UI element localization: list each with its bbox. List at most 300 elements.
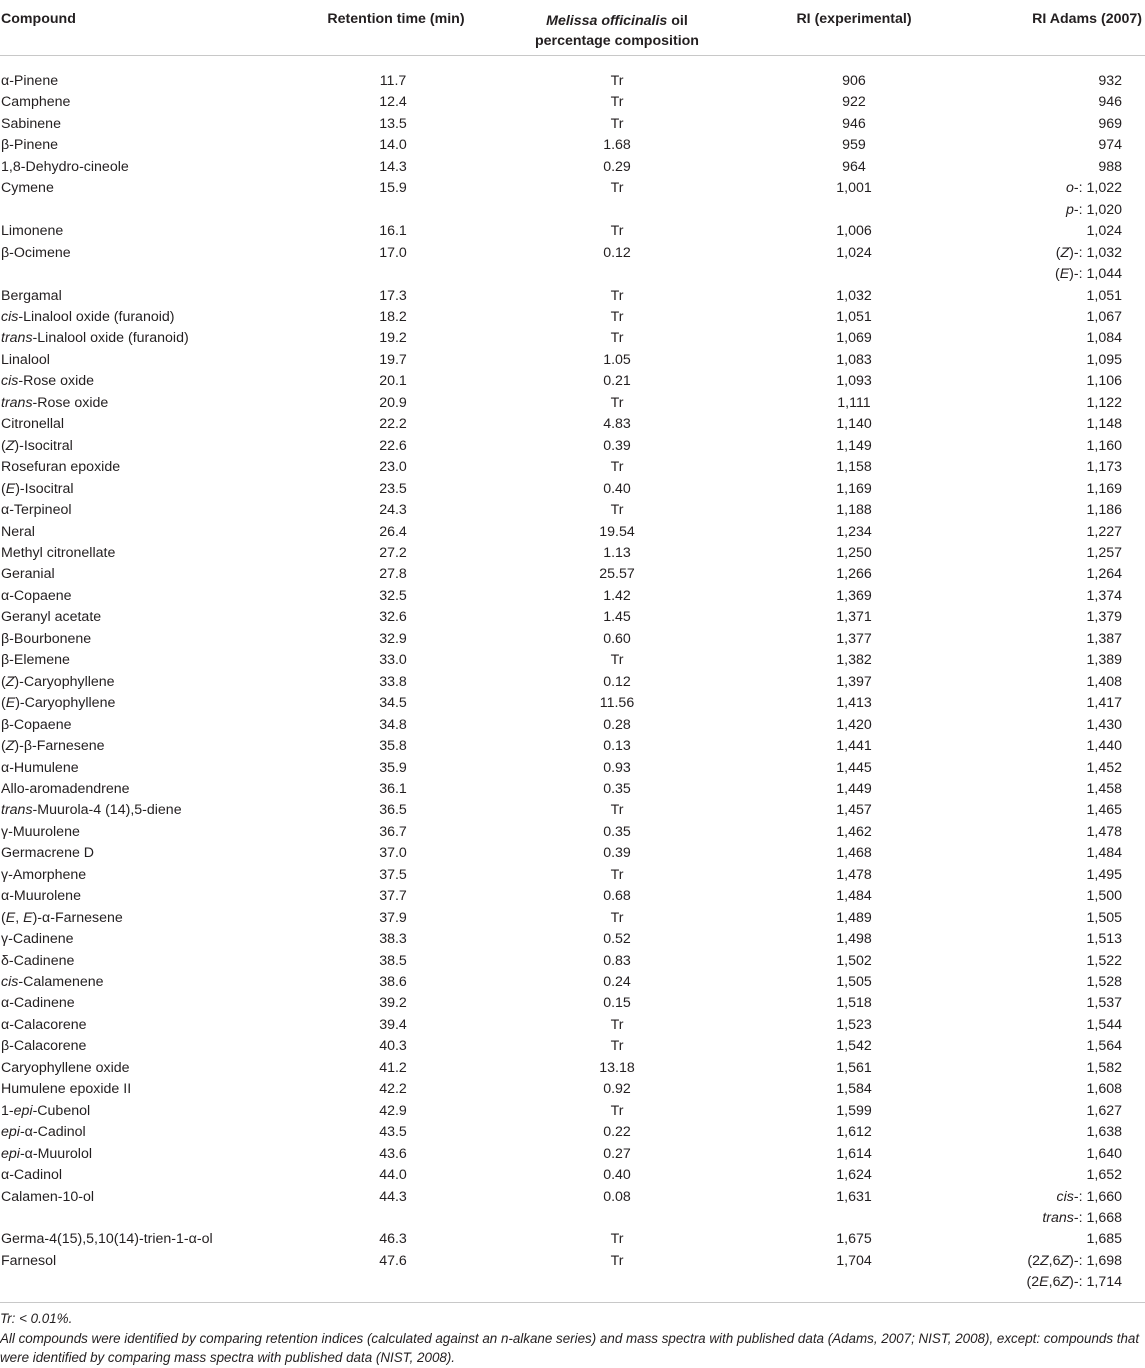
ri-experimental: 1,523: [836, 1016, 872, 1033]
ri-adams: 1,095: [1086, 351, 1122, 368]
ri-experimental: 906: [842, 73, 866, 89]
table-row: [0, 479, 1145, 500]
header-retention-time: Retention time (min): [327, 11, 465, 27]
table-row: [0, 243, 1145, 286]
ri-adams: 1,452: [1086, 759, 1122, 776]
table-row: [0, 1229, 1145, 1250]
ri-experimental: 1,169: [836, 480, 872, 497]
ri-adams: 1,264: [1086, 566, 1122, 583]
ri-experimental: 1,371: [836, 609, 872, 626]
ri-adams: 1,408: [1086, 673, 1122, 690]
retention-time: 47.6: [379, 1252, 407, 1269]
retention-time: 37.5: [379, 866, 407, 883]
compound-name: Sabinene: [1, 115, 61, 132]
ri-experimental: 1,111: [837, 394, 871, 411]
table-row: [0, 779, 1145, 800]
ri-experimental: 922: [842, 94, 866, 111]
table-row: [0, 629, 1145, 650]
compound-name: γ-Cadinene: [1, 931, 74, 948]
table-row: [0, 414, 1145, 435]
compound-name: trans-Rose oxide: [1, 394, 109, 411]
compound-name: cis-Calamenene: [1, 974, 104, 991]
compound-name: Humulene epoxide II: [1, 1081, 132, 1098]
ri-adams: 1,640: [1086, 1145, 1122, 1162]
table-footnotes: [0, 1302, 1145, 1368]
retention-time: 32.6: [379, 609, 407, 626]
ri-adams: 1,051: [1086, 287, 1122, 304]
ri-experimental: 959: [842, 137, 866, 154]
retention-time: 12.4: [379, 94, 407, 111]
compound-name: Limonene: [1, 223, 64, 240]
compound-name: (E, E)-α-Farnesene: [1, 909, 123, 926]
retention-time: 41.2: [379, 1059, 407, 1076]
ri-experimental: 1,614: [836, 1145, 872, 1162]
compound-name: Allo-aromadendrene: [1, 780, 130, 797]
retention-time: 18.2: [379, 308, 407, 325]
ri-adams: 1,387: [1086, 630, 1122, 647]
percentage-composition: Tr: [610, 94, 624, 111]
ri-adams: 1,537: [1086, 995, 1122, 1012]
compound-name: trans-Linalool oxide (furanoid): [1, 330, 189, 347]
percentage-composition: Tr: [610, 330, 624, 347]
percentage-composition: 1.42: [603, 587, 631, 604]
ri-experimental: 1,032: [836, 287, 872, 304]
percentage-composition: Tr: [610, 115, 624, 132]
ri-experimental: 1,498: [836, 931, 872, 948]
ri-adams: 1,169: [1086, 480, 1122, 497]
percentage-composition: Tr: [610, 652, 624, 669]
ri-adams: o-: 1,022 p-: 1,020: [1065, 180, 1122, 218]
percentage-composition: Tr: [610, 1102, 624, 1119]
table-row: [0, 286, 1145, 307]
ri-adams: 1,652: [1086, 1167, 1122, 1184]
ri-adams: 1,528: [1086, 974, 1122, 991]
percentage-composition: 13.18: [599, 1059, 635, 1076]
compound-name: β-Elemene: [1, 652, 70, 669]
table-body: [0, 56, 1145, 1294]
compound-name: β-Bourbonene: [1, 630, 92, 647]
percentage-composition: 25.57: [599, 566, 635, 583]
compound-name: Geranyl acetate: [1, 609, 102, 626]
percentage-composition: 4.83: [603, 416, 631, 433]
compound-name: (Z)-Caryophyllene: [1, 673, 115, 690]
ri-experimental: 1,420: [836, 716, 872, 733]
table-row: [0, 586, 1145, 607]
compound-name: α-Muurolene: [1, 888, 81, 905]
table-row: [0, 1122, 1145, 1143]
table-row: [0, 1058, 1145, 1079]
percentage-composition: Tr: [610, 73, 624, 89]
ri-experimental: 1,377: [836, 630, 872, 647]
retention-time: 15.9: [379, 180, 407, 197]
ri-experimental: 1,250: [836, 544, 872, 561]
ri-adams: 1,122: [1086, 394, 1122, 411]
ri-experimental: 1,457: [836, 802, 872, 819]
compound-name: (Z)-β-Farnesene: [1, 738, 105, 755]
ri-experimental: 1,462: [836, 823, 872, 840]
retention-time: 14.3: [379, 158, 407, 175]
table-row: [0, 951, 1145, 972]
percentage-composition: Tr: [610, 802, 624, 819]
table-row: [0, 157, 1145, 178]
retention-time: 14.0: [379, 137, 407, 154]
percentage-composition: 0.21: [603, 373, 631, 390]
ri-adams: 1,484: [1086, 845, 1122, 862]
ri-experimental: 1,069: [836, 330, 872, 347]
retention-time: 20.9: [379, 394, 407, 411]
compound-name: β-Pinene: [1, 137, 59, 154]
percentage-composition: 0.40: [603, 480, 631, 497]
ri-experimental: 1,397: [836, 673, 872, 690]
percentage-composition: 0.60: [603, 630, 631, 647]
ri-experimental: 1,369: [836, 587, 872, 604]
ri-experimental: 1,006: [836, 223, 872, 240]
compound-name: Cymene: [1, 180, 54, 197]
retention-time: 39.4: [379, 1016, 407, 1033]
ri-adams: 1,227: [1086, 523, 1122, 540]
header-composition-oil: oil: [667, 13, 688, 29]
ri-experimental: 1,584: [836, 1081, 872, 1098]
table-row: [0, 1101, 1145, 1122]
ri-experimental: 1,612: [836, 1124, 872, 1141]
retention-time: 19.7: [379, 351, 407, 368]
table-row: [0, 436, 1145, 457]
percentage-composition: Tr: [610, 223, 624, 240]
percentage-composition: 1.68: [603, 137, 631, 154]
compound-name: Camphene: [1, 94, 71, 111]
retention-time: 20.1: [379, 373, 407, 390]
percentage-composition: 0.52: [603, 931, 631, 948]
ri-experimental: 1,083: [836, 351, 872, 368]
header-composition-species: Melissa officinalis: [546, 13, 668, 29]
compound-name: cis-Rose oxide: [1, 373, 95, 390]
ri-adams: 1,374: [1086, 587, 1122, 604]
table-row: [0, 221, 1145, 242]
percentage-composition: 0.28: [603, 716, 631, 733]
compound-name: Caryophyllene oxide: [1, 1059, 130, 1076]
table-row: [0, 1079, 1145, 1100]
ri-experimental: 1,624: [836, 1167, 872, 1184]
footnote-identification: All compounds were identified by comparing retention indices (calculated against an n-alkane series) and mass spectra with published data (Adams, 2007; NIST, 2008), except: compounds that were identified by comparing mass spectra with published data (NIST, 2008).: [0, 1330, 1140, 1365]
percentage-composition: 0.35: [603, 823, 631, 840]
footnote-trace: Tr: < 0.01%.: [0, 1311, 73, 1326]
table-row: [0, 178, 1145, 221]
retention-time: 35.8: [379, 738, 407, 755]
percentage-composition: Tr: [610, 308, 624, 325]
compound-name: α-Cadinene: [1, 995, 75, 1012]
percentage-composition: 0.12: [603, 673, 631, 690]
ri-experimental: 1,382: [836, 652, 872, 669]
ri-adams: 1,173: [1086, 459, 1122, 476]
retention-time: 11.7: [379, 73, 407, 89]
percentage-composition: 0.68: [603, 888, 631, 905]
retention-time: 19.2: [379, 330, 407, 347]
ri-adams: 1,564: [1086, 1038, 1122, 1055]
ri-experimental: 1,489: [836, 909, 872, 926]
ri-adams: 974: [1098, 137, 1122, 154]
percentage-composition: Tr: [610, 866, 624, 883]
table-row: [0, 607, 1145, 628]
compound-name: β-Ocimene: [1, 244, 71, 261]
ri-adams: 1,389: [1086, 652, 1122, 669]
percentage-composition: 0.24: [603, 974, 631, 991]
table-row: [0, 1187, 1145, 1230]
table-row: [0, 71, 1145, 92]
ri-experimental: 1,561: [836, 1059, 872, 1076]
ri-adams: 1,505: [1086, 909, 1122, 926]
retention-time: 43.6: [379, 1145, 407, 1162]
ri-adams: 1,627: [1086, 1102, 1122, 1119]
ri-experimental: 1,468: [836, 845, 872, 862]
percentage-composition: 0.40: [603, 1167, 631, 1184]
compound-name: α-Calacorene: [1, 1016, 87, 1033]
compound-name: γ-Amorphene: [1, 866, 87, 883]
ri-adams: 1,257: [1086, 544, 1122, 561]
table-row: [0, 522, 1145, 543]
compound-name: Citronellal: [1, 416, 65, 433]
ri-experimental: 1,140: [836, 416, 872, 433]
retention-time: 27.8: [379, 566, 407, 583]
ri-experimental: 1,675: [836, 1231, 872, 1248]
percentage-composition: 0.15: [603, 995, 631, 1012]
ri-adams: 1,430: [1086, 716, 1122, 733]
table-row: [0, 972, 1145, 993]
percentage-composition: Tr: [610, 1252, 624, 1269]
table-row: [0, 328, 1145, 349]
ri-adams: 1,084: [1086, 330, 1122, 347]
retention-time: 38.3: [379, 931, 407, 948]
ri-experimental: 1,093: [836, 373, 872, 390]
ri-adams: 1,582: [1086, 1059, 1122, 1076]
table-row: [0, 908, 1145, 929]
percentage-composition: Tr: [610, 909, 624, 926]
ri-experimental: 1,542: [836, 1038, 872, 1055]
table-row: [0, 1036, 1145, 1057]
retention-time: 43.5: [379, 1124, 407, 1141]
retention-time: 44.3: [379, 1188, 407, 1205]
compound-name: Methyl citronellate: [1, 544, 116, 561]
percentage-composition: Tr: [610, 1231, 624, 1248]
percentage-composition: 0.83: [603, 952, 631, 969]
table-row: [0, 822, 1145, 843]
retention-time: 38.5: [379, 952, 407, 969]
ri-adams: 1,186: [1086, 502, 1122, 519]
retention-time: 16.1: [379, 223, 407, 240]
compound-name: α-Copaene: [1, 587, 72, 604]
retention-time: 36.5: [379, 802, 407, 819]
compound-name: Linalool: [1, 351, 50, 368]
percentage-composition: Tr: [610, 459, 624, 476]
retention-time: 35.9: [379, 759, 407, 776]
ri-experimental: 1,631: [836, 1188, 872, 1205]
ri-experimental: 946: [842, 115, 866, 132]
retention-time: 37.0: [379, 845, 407, 862]
ri-adams: 1,148: [1086, 416, 1122, 433]
percentage-composition: 0.13: [603, 738, 631, 755]
retention-time: 13.5: [379, 115, 407, 132]
table-row: [0, 672, 1145, 693]
percentage-composition: 0.92: [603, 1081, 631, 1098]
compound-name: Neral: [1, 523, 35, 540]
compound-name: epi-α-Muurolol: [1, 1145, 92, 1162]
table-row: [0, 929, 1145, 950]
header-ri-adams: RI Adams (2007): [1032, 11, 1142, 27]
table-row: [0, 114, 1145, 135]
retention-time: 27.2: [379, 544, 407, 561]
percentage-composition: 1.13: [603, 544, 631, 561]
retention-time: 33.0: [379, 652, 407, 669]
ri-adams: 1,478: [1086, 823, 1122, 840]
table-row: [0, 350, 1145, 371]
percentage-composition: 0.22: [603, 1124, 631, 1141]
compound-name: (Z)-Isocitral: [1, 437, 73, 454]
table-row: [0, 1251, 1145, 1294]
retention-time: 42.2: [379, 1081, 407, 1098]
compound-name: epi-α-Cadinol: [1, 1124, 86, 1141]
percentage-composition: Tr: [610, 1038, 624, 1055]
table-row: [0, 135, 1145, 156]
compound-name: δ-Cadinene: [1, 952, 75, 969]
compound-name: β-Copaene: [1, 716, 72, 733]
table-row: [0, 371, 1145, 392]
retention-time: 40.3: [379, 1038, 407, 1055]
compound-name: α-Pinene: [1, 73, 59, 89]
ri-adams: 1,106: [1086, 373, 1122, 390]
ri-experimental: 1,518: [836, 995, 872, 1012]
compound-name: α-Cadinol: [1, 1167, 63, 1184]
table-row: [0, 1015, 1145, 1036]
table-row: [0, 736, 1145, 757]
compound-name: (E)-Isocitral: [1, 480, 74, 497]
retention-time: 37.7: [379, 888, 407, 905]
ri-experimental: 1,502: [836, 952, 872, 969]
table-row: [0, 457, 1145, 478]
header-compound: Compound: [1, 11, 76, 27]
table-row: [0, 500, 1145, 521]
ri-experimental: 1,051: [836, 308, 872, 325]
ri-adams: 1,417: [1086, 695, 1122, 712]
retention-time: 23.0: [379, 459, 407, 476]
table-row: [0, 758, 1145, 779]
compound-name: Calamen-10-ol: [1, 1188, 95, 1205]
table-row: [0, 393, 1145, 414]
retention-time: 17.3: [379, 287, 407, 304]
ri-experimental: 1,149: [836, 437, 872, 454]
ri-adams: 988: [1098, 158, 1122, 175]
ri-adams: 1,024: [1086, 223, 1122, 240]
retention-time: 23.5: [379, 480, 407, 497]
ri-adams: 1,638: [1086, 1124, 1122, 1141]
compound-name: Farnesol: [1, 1252, 57, 1269]
ri-adams: 1,458: [1086, 780, 1122, 797]
table-row: [0, 1144, 1145, 1165]
percentage-composition: 0.93: [603, 759, 631, 776]
percentage-composition: 1.05: [603, 351, 631, 368]
compound-name: β-Calacorene: [1, 1038, 87, 1055]
compound-name: 1,8-Dehydro-cineole: [1, 158, 129, 175]
table-row: [0, 715, 1145, 736]
table-header: [0, 0, 1145, 56]
compound-name: α-Terpineol: [1, 502, 72, 519]
retention-time: 32.9: [379, 630, 407, 647]
ri-experimental: 1,449: [836, 780, 872, 797]
ri-adams: 946: [1098, 94, 1122, 111]
ri-experimental: 1,024: [836, 244, 872, 261]
table-row: [0, 843, 1145, 864]
table-row: [0, 1165, 1145, 1186]
ri-adams: (Z)-: 1,032 (E)-: 1,044: [1054, 244, 1122, 283]
retention-time: 17.0: [379, 244, 407, 261]
header-composition: [486, 11, 748, 51]
percentage-composition: 0.35: [603, 780, 631, 797]
compound-name: γ-Muurolene: [1, 823, 80, 840]
ri-adams: 1,067: [1086, 308, 1122, 325]
ri-adams: 1,522: [1086, 952, 1122, 969]
ri-experimental: 1,266: [836, 566, 872, 583]
percentage-composition: 0.08: [603, 1188, 631, 1205]
ri-adams: 1,465: [1086, 802, 1122, 819]
ri-experimental: 1,158: [836, 459, 872, 476]
table-row: [0, 993, 1145, 1014]
compound-name: Bergamal: [1, 287, 62, 304]
ri-experimental: 964: [842, 158, 866, 175]
ri-adams: 1,685: [1086, 1231, 1122, 1248]
ri-experimental: 1,599: [836, 1102, 872, 1119]
table-row: [0, 307, 1145, 328]
compound-name: trans-Muurola-4 (14),5-diene: [1, 802, 182, 819]
retention-time: 39.2: [379, 995, 407, 1012]
percentage-composition: 11.56: [599, 695, 635, 712]
table-row: [0, 865, 1145, 886]
ri-adams: 1,608: [1086, 1081, 1122, 1098]
percentage-composition: 1.45: [603, 609, 631, 626]
retention-time: 34.8: [379, 716, 407, 733]
compound-name: cis-Linalool oxide (furanoid): [1, 308, 175, 325]
percentage-composition: Tr: [610, 1016, 624, 1033]
retention-time: 38.6: [379, 974, 407, 991]
compound-name: Germa-4(15),5,10(14)-trien-1-α-ol: [1, 1231, 213, 1248]
compound-name: α-Humulene: [1, 759, 79, 776]
compound-name: Rosefuran epoxide: [1, 459, 121, 476]
ri-adams: 1,513: [1086, 931, 1122, 948]
ri-adams: 1,379: [1086, 609, 1122, 626]
ri-adams: 1,500: [1086, 888, 1122, 905]
retention-time: 42.9: [379, 1102, 407, 1119]
percentage-composition: 0.39: [603, 437, 631, 454]
retention-time: 24.3: [379, 502, 407, 519]
retention-time: 33.8: [379, 673, 407, 690]
retention-time: 32.5: [379, 587, 407, 604]
ri-experimental: 1,445: [836, 759, 872, 776]
ri-experimental: 1,234: [836, 523, 872, 540]
header-composition-line2: percentage composition: [535, 33, 699, 49]
ri-adams: 1,544: [1086, 1016, 1122, 1033]
percentage-composition: 0.29: [603, 158, 631, 175]
ri-adams: 1,160: [1086, 437, 1122, 454]
table-row: [0, 800, 1145, 821]
compound-name: Geranial: [1, 566, 55, 583]
retention-time: 22.2: [379, 416, 407, 433]
retention-time: 46.3: [379, 1231, 407, 1248]
compound-name: (E)-Caryophyllene: [1, 695, 116, 712]
table-row: [0, 543, 1145, 564]
ri-experimental: 1,505: [836, 974, 872, 991]
percentage-composition: Tr: [610, 180, 624, 197]
ri-experimental: 1,704: [836, 1252, 872, 1269]
header-ri-experimental: RI (experimental): [796, 11, 912, 27]
ri-adams: 969: [1098, 115, 1122, 132]
retention-time: 34.5: [379, 695, 407, 712]
